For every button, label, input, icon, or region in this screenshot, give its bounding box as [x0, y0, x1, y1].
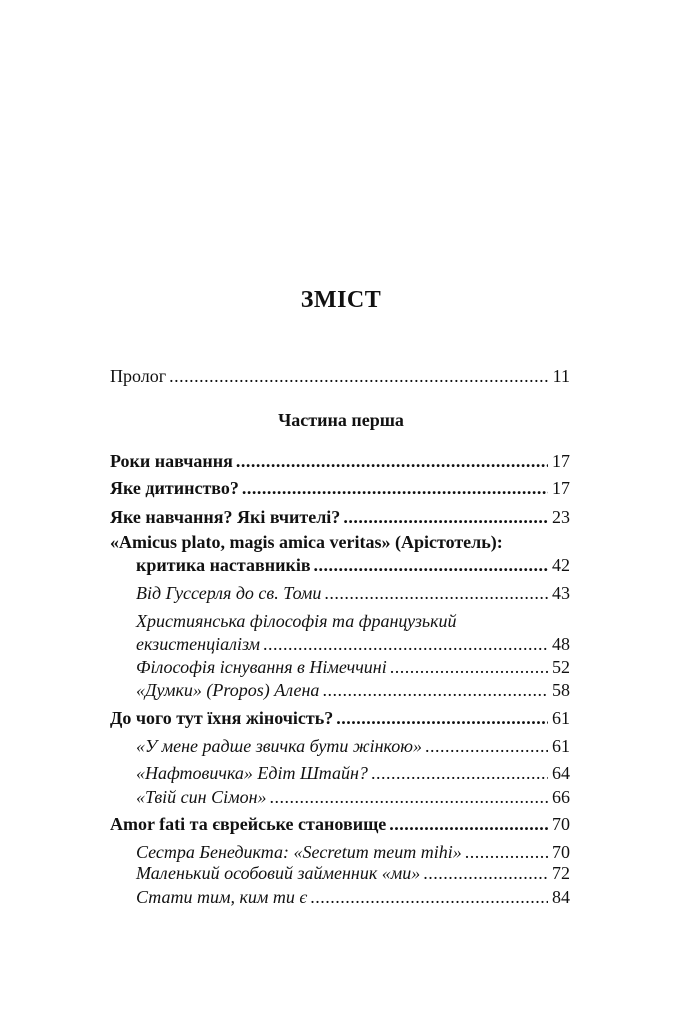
toc-entry	[110, 813, 570, 835]
toc-entry-page: 48	[552, 634, 570, 654]
toc-entry-title: «Твій син Сімон»	[136, 787, 267, 807]
dot-leader	[343, 506, 548, 528]
toc-entry-title: Яке дитинство?	[110, 478, 239, 498]
toc-entry	[136, 862, 570, 884]
toc-entry-title: Amor fati та єврейське становище	[110, 814, 387, 834]
toc-entry-page: 23	[552, 507, 570, 527]
dot-leader	[322, 679, 548, 701]
toc-entry-title: Маленький особовий займенник «ми»	[136, 863, 421, 883]
toc-entry-page: 58	[552, 680, 570, 700]
dot-leader	[314, 554, 548, 576]
toc-entry-title: «Нафтовичка» Едіт Штайн?	[136, 763, 368, 783]
toc-entry	[136, 656, 570, 678]
toc-entry-page: 61	[552, 708, 570, 728]
toc-entry-title-line1: «Amicus plato, magis amica veritas» (Арістотель):	[110, 532, 503, 552]
toc-entry	[110, 477, 570, 499]
toc-entry-title: Стати тим, ким ти є	[136, 887, 308, 907]
toc-entry	[136, 633, 570, 655]
toc-entry-page: 66	[552, 787, 570, 807]
toc-entry-title: «У мене радше звичка бути жінкою»	[136, 736, 422, 756]
toc-entry	[136, 841, 570, 863]
part-title: Частина перша	[278, 410, 404, 430]
toc-entry-page: 17	[552, 478, 570, 498]
dot-leader	[423, 862, 548, 884]
toc-entry-title: Яке навчання? Які вчителі?	[110, 507, 341, 527]
toc-entry	[136, 735, 570, 757]
toc-entry-title: екзистенціалізм	[136, 634, 261, 654]
toc-entry-page: 64	[552, 763, 570, 783]
dot-leader	[324, 582, 548, 604]
toc-entry	[136, 886, 570, 908]
toc-entry	[136, 762, 570, 784]
toc-entry	[136, 554, 570, 576]
dot-leader	[336, 707, 548, 729]
toc-entry-title: Пролог	[110, 366, 167, 386]
toc-entry-page: 52	[552, 657, 570, 677]
dot-leader	[389, 813, 548, 835]
toc-entry	[136, 679, 570, 701]
toc-entry-page: 11	[552, 366, 570, 386]
toc-entry-page: 17	[552, 451, 570, 471]
toc-entry-page: 84	[552, 887, 570, 907]
toc-entry-title: Філософія існування в Німеччині	[136, 657, 387, 677]
toc-entry-title: Від Гуссерля до св. Томи	[136, 583, 322, 603]
toc-entry	[136, 582, 570, 604]
toc-entry-page: 72	[552, 863, 570, 883]
dot-leader	[390, 656, 548, 678]
toc-entry-page: 61	[552, 736, 570, 756]
dot-leader	[465, 841, 548, 863]
dot-leader	[371, 762, 548, 784]
toc-entry-title: Сестра Бенедикта: «Secretum meum mihi»	[136, 842, 462, 862]
dot-leader	[169, 365, 549, 387]
toc-entry-title-line1: Християнська філософія та французький	[136, 611, 457, 631]
dot-leader	[263, 633, 548, 655]
dot-leader	[242, 477, 548, 499]
dot-leader	[310, 886, 548, 908]
contents-heading: ЗМІСТ	[300, 287, 382, 313]
toc-entry	[110, 707, 570, 729]
toc-entry-page: 43	[552, 583, 570, 603]
toc-entry-title: «Думки» (Propos) Алена	[136, 680, 320, 700]
toc-entry-title: критика наставників	[136, 555, 311, 575]
toc-entry	[110, 450, 570, 472]
dot-leader	[270, 786, 548, 808]
toc-entry-page: 70	[552, 842, 570, 862]
dot-leader	[236, 450, 548, 472]
dot-leader	[425, 735, 548, 757]
toc-entry-page: 70	[552, 814, 570, 834]
toc-entry	[110, 506, 570, 528]
toc-entry-title: Роки навчання	[110, 451, 233, 471]
toc-entry-prologue	[110, 365, 570, 387]
toc-entry-page: 42	[552, 555, 570, 575]
toc-entry-title: До чого тут їхня жіночість?	[110, 708, 334, 728]
toc-entry	[136, 786, 570, 808]
